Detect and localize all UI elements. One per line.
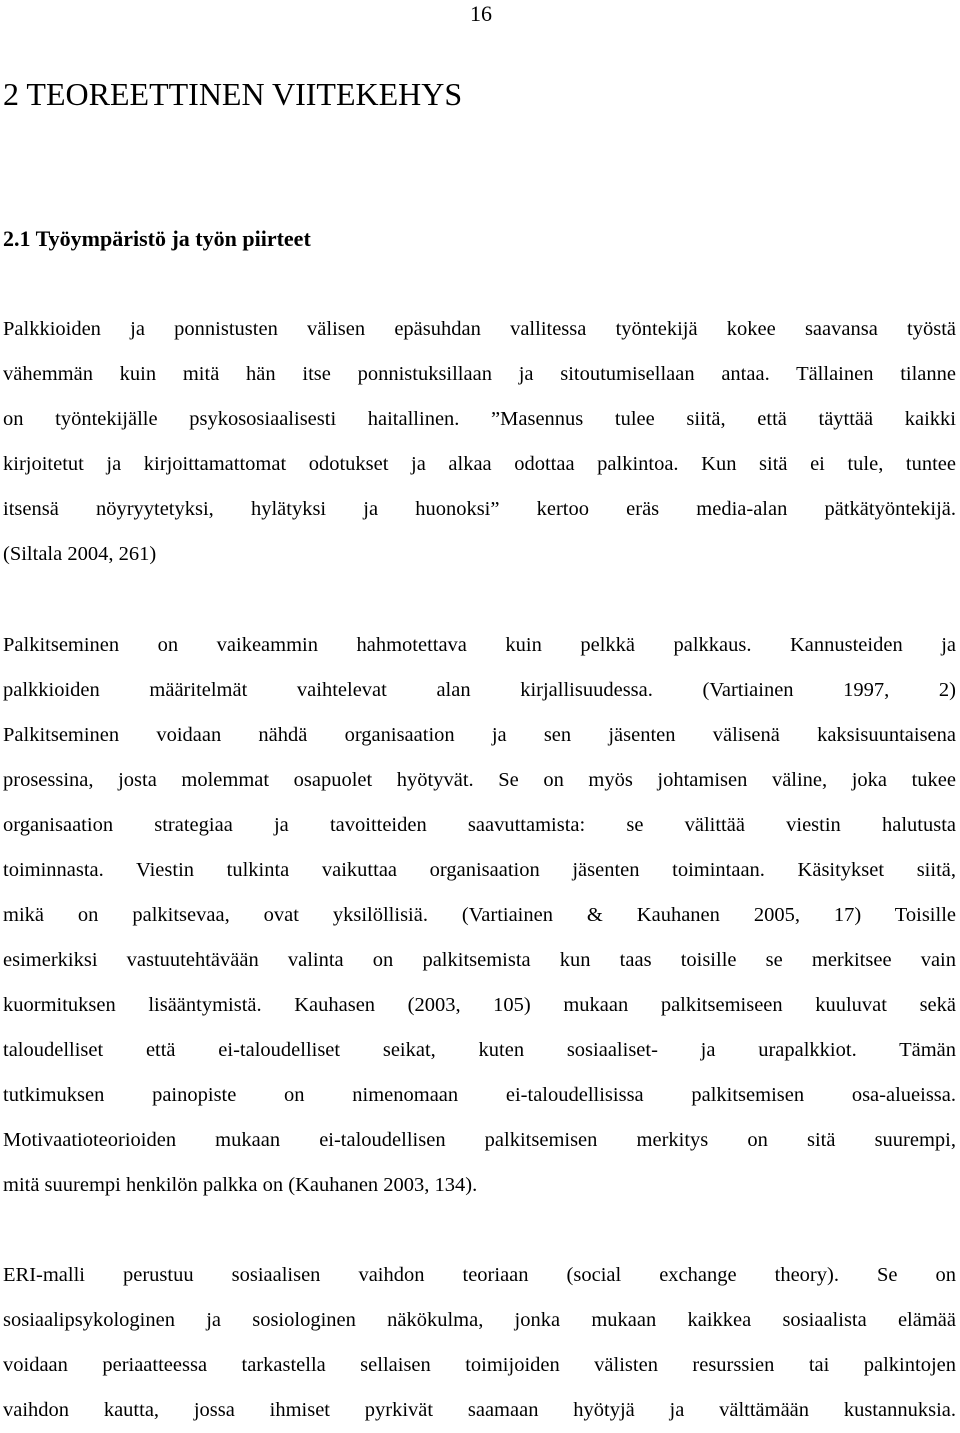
- text-line: tutkimuksen painopiste on nimenomaan ei-taloudellisissa palkitsemisen osa-alueissa.: [3, 1084, 956, 1106]
- text-line: palkkioiden määritelmät vaihtelevat alan kirjallisuudessa. (Vartiainen 1997, 2): [3, 679, 956, 701]
- text-line: esimerkiksi vastuutehtävään valinta on palkitsemista kun taas toisille se merkitsee vain: [3, 949, 956, 971]
- text-line: taloudelliset että ei-taloudelliset seikat, kuten sosiaaliset- ja urapalkkiot. Tämän: [3, 1039, 956, 1061]
- paragraph-3: [3, 1253, 956, 1433]
- page-number: 16: [470, 1, 492, 26]
- text-line: kuormituksen lisääntymistä. Kauhasen (2003, 105) mukaan palkitsemiseen kuuluvat sekä: [3, 994, 956, 1016]
- text-line: on työntekijälle psykososiaalisesti haitallinen. ”Masennus tulee siitä, että täyttää kaikki: [3, 408, 956, 430]
- text-line: organisaation strategiaa ja tavoitteiden saavuttamista: se välittää viestin halutusta: [3, 814, 956, 836]
- text-line: mikä on palkitsevaa, ovat yksilöllisiä. (Vartiainen & Kauhanen 2005, 17) Toisille: [3, 904, 956, 926]
- text-line: toiminnasta. Viestin tulkinta vaikuttaa organisaation jäsenten toimintaan. Käsitykset siitä,: [3, 859, 956, 881]
- text-line: Palkkioiden ja ponnistusten välisen epäsuhdan vallitessa työntekijä kokee saavansa työstä: [3, 318, 956, 340]
- paragraph-1: [3, 307, 956, 577]
- section-title: 2.1 Työympäristö ja työn piirteet: [3, 226, 311, 251]
- text-line: vaihdon kautta, jossa ihmiset pyrkivät saamaan hyötyjä ja välttämään kustannuksia.: [3, 1399, 956, 1421]
- text-line: kirjoitetut ja kirjoittamattomat odotukset ja alkaa odottaa palkintoa. Kun sitä ei tule, tuntee: [3, 453, 956, 475]
- text-line: Palkitseminen on vaikeammin hahmotettava kuin pelkkä palkkaus. Kannusteiden ja: [3, 634, 956, 656]
- text-line: sosiaalipsykologinen ja sosiologinen näkökulma, jonka mukaan kaikkea sosiaalista elämää: [3, 1309, 956, 1331]
- text-line: mitä suurempi henkilön palkka on (Kauhanen 2003, 134).: [3, 1174, 478, 1196]
- text-line: Motivaatioteorioiden mukaan ei-taloudellisen palkitsemisen merkitys on sitä suurempi,: [3, 1129, 956, 1151]
- text-line: voidaan periaatteessa tarkastella sellaisen toimijoiden välisten resurssien tai palkintojen: [3, 1354, 956, 1376]
- chapter-title: 2 TEOREETTINEN VIITEKEHYS: [3, 76, 463, 112]
- paragraph-2: [3, 623, 956, 1208]
- text-line: vähemmän kuin mitä hän itse ponnistuksillaan ja sitoutumisellaan antaa. Tällainen tilanne: [3, 363, 956, 385]
- text-line: prosessina, josta molemmat osapuolet hyötyvät. Se on myös johtamisen väline, joka tukee: [3, 769, 956, 791]
- text-line: (Siltala 2004, 261): [3, 543, 157, 565]
- text-line: Palkitseminen voidaan nähdä organisaation ja sen jäsenten välisenä kaksisuuntaisena: [3, 724, 956, 746]
- text-line: ERI-malli perustuu sosiaalisen vaihdon teoriaan (social exchange theory). Se on: [3, 1264, 956, 1286]
- text-line: itsensä nöyryytetyksi, hylätyksi ja huonoksi” kertoo eräs media-alan pätkätyöntekijä.: [3, 498, 956, 520]
